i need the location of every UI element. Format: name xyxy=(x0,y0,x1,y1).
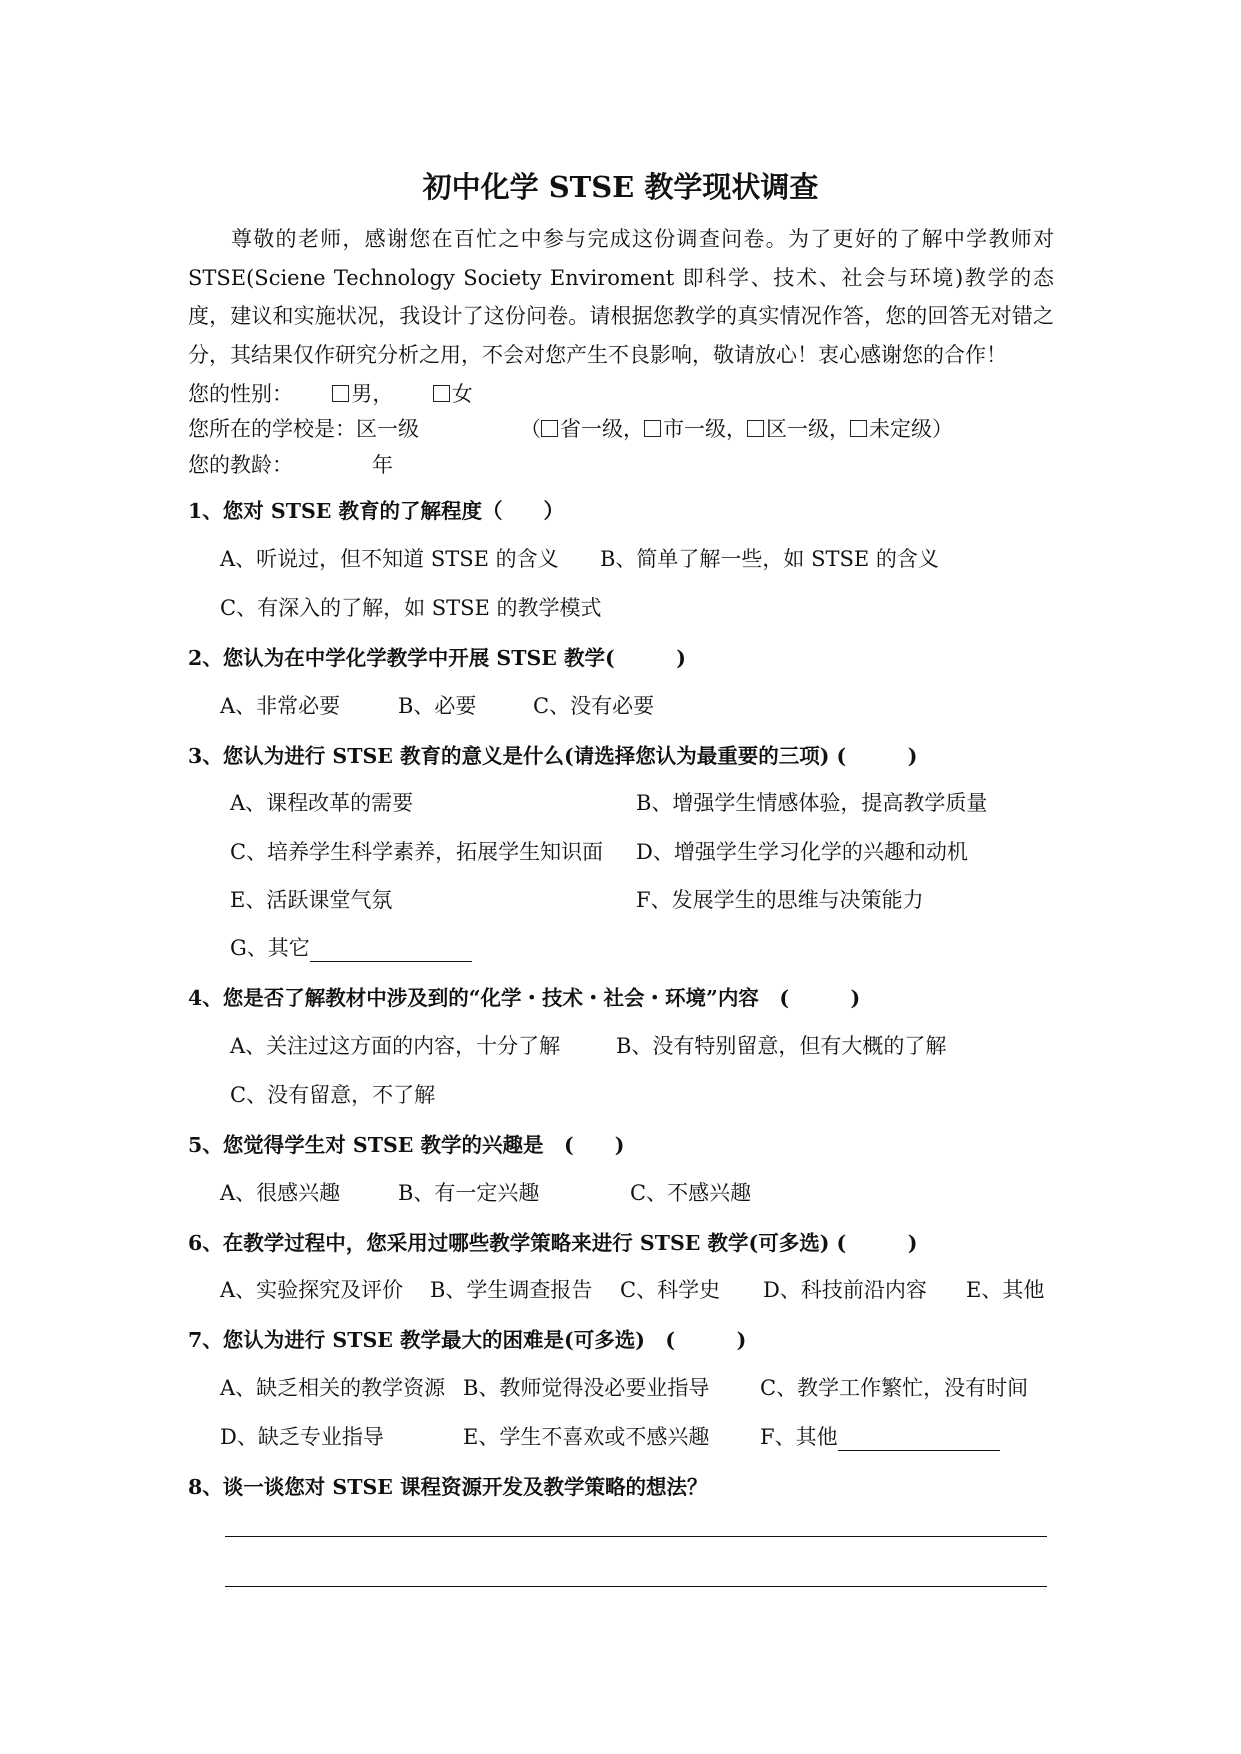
district-label: 区一级， xyxy=(766,417,850,441)
q7-option-c[interactable]: C、教学工作繁忙，没有时间 xyxy=(760,1376,1029,1400)
question-2: 2、您认为在中学化学教学中开展 STSE 教学( ) xyxy=(188,646,686,670)
document-title: 初中化学 STSE 教学现状调查 xyxy=(422,170,819,204)
q6-option-e[interactable]: E、其他 xyxy=(966,1278,1045,1302)
province-checkbox[interactable] xyxy=(541,420,558,437)
unrated-label: 未定级） xyxy=(869,417,953,441)
q3-option-g-label: G、其它 xyxy=(230,936,310,960)
question-3: 3、您认为进行 STSE 教育的意义是什么(请选择您认为最重要的三项) ( ) xyxy=(188,744,918,768)
q4-option-b[interactable]: B、没有特别留意，但有大概的了解 xyxy=(616,1034,947,1058)
female-checkbox[interactable] xyxy=(433,385,450,402)
q7-other-blank[interactable] xyxy=(838,1430,1000,1451)
q2-option-b[interactable]: B、必要 xyxy=(398,694,477,718)
q6-option-d[interactable]: D、科技前沿内容 xyxy=(763,1278,927,1302)
question-4: 4、您是否了解教材中涉及到的“化学・技术・社会・环境”内容 ( ) xyxy=(188,986,861,1010)
gender-label: 您的性别： xyxy=(188,382,293,406)
q3-option-d[interactable]: D、增强学生学习化学的兴趣和动机 xyxy=(636,840,968,864)
school-open: （ xyxy=(520,417,541,441)
q1-option-b[interactable]: B、简单了解一些，如 STSE 的含义 xyxy=(600,547,939,571)
male-label: 男， xyxy=(351,382,394,406)
intro-block xyxy=(188,220,1054,374)
q7-option-e[interactable]: E、学生不喜欢或不感兴趣 xyxy=(463,1425,710,1449)
q2-option-a[interactable]: A、非常必要 xyxy=(220,694,341,718)
q7-option-f-label: F、其他 xyxy=(760,1425,838,1449)
q3-option-g[interactable] xyxy=(230,932,472,962)
q6-option-c[interactable]: C、科学史 xyxy=(620,1278,721,1302)
province-label: 省一级， xyxy=(560,417,644,441)
answer-line-1[interactable] xyxy=(225,1536,1047,1537)
q5-option-a[interactable]: A、很感兴趣 xyxy=(220,1181,341,1205)
q7-option-d[interactable]: D、缺乏专业指导 xyxy=(220,1425,384,1449)
q3-option-b[interactable]: B、增强学生情感体验，提高教学质量 xyxy=(636,791,988,815)
q3-option-f[interactable]: F、发展学生的思维与决策能力 xyxy=(636,888,924,912)
answer-line-2[interactable] xyxy=(225,1586,1047,1587)
question-1: 1、您对 STSE 教育的了解程度（ ） xyxy=(188,499,565,523)
q7-option-a[interactable]: A、缺乏相关的教学资源 xyxy=(220,1376,446,1400)
district-checkbox[interactable] xyxy=(747,420,764,437)
q6-option-a[interactable]: A、实验探究及评价 xyxy=(220,1278,404,1302)
q3-option-c[interactable]: C、培养学生科学素养，拓展学生知识面 xyxy=(230,840,604,864)
q3-other-blank[interactable] xyxy=(310,941,472,962)
q4-option-a[interactable]: A、关注过这方面的内容，十分了解 xyxy=(230,1034,561,1058)
city-checkbox[interactable] xyxy=(644,420,661,437)
q1-option-c[interactable]: C、有深入的了解，如 STSE 的教学模式 xyxy=(220,596,602,620)
q6-option-b[interactable]: B、学生调查报告 xyxy=(430,1278,593,1302)
q3-option-a[interactable]: A、课程改革的需要 xyxy=(230,791,414,815)
question-7: 7、您认为进行 STSE 教学最大的困难是(可多选) ( ) xyxy=(188,1328,747,1352)
q5-option-c[interactable]: C、不感兴趣 xyxy=(630,1181,752,1205)
q7-option-f[interactable] xyxy=(760,1421,1000,1451)
q7-option-b[interactable]: B、教师觉得没必要业指导 xyxy=(463,1376,710,1400)
gender-row xyxy=(188,378,473,408)
school-options xyxy=(520,413,953,443)
unrated-checkbox[interactable] xyxy=(850,420,867,437)
question-5: 5、您觉得学生对 STSE 教学的兴趣是 ( ) xyxy=(188,1133,625,1157)
question-8: 8、谈一谈您对 STSE 课程资源开发及教学策略的想法？ xyxy=(188,1475,708,1499)
teaching-age-label: 您的教龄： xyxy=(188,453,293,477)
intro-paragraph: 尊敬的老师，感谢您在百忙之中参与完成这份调查问卷。为了更好的了解中学教师对STSE(Sciene Technology Society Enviroment 即科学、技术、社会与环境)教学的态度，建议和实施状况，我设计了这份问卷。请根据您教学的真实情况作答，您的回答无对错之分，其结果仅作研究分析之用，不会对您产生不良影响，敬请放心！衷心感谢您的合作！ xyxy=(188,227,1054,367)
question-6: 6、在教学过程中，您采用过哪些教学策略来进行 STSE 教学(可多选) ( ) xyxy=(188,1231,918,1255)
city-label: 市一级， xyxy=(663,417,747,441)
q3-option-e[interactable]: E、活跃课堂气氛 xyxy=(230,888,393,912)
school-row xyxy=(188,413,419,443)
q1-option-a[interactable]: A、听说过，但不知道 STSE 的含义 xyxy=(220,547,559,571)
q5-option-b[interactable]: B、有一定兴趣 xyxy=(398,1181,540,1205)
school-label: 您所在的学校是：区一级 xyxy=(188,417,419,441)
q2-option-c[interactable]: C、没有必要 xyxy=(533,694,655,718)
q4-option-c[interactable]: C、没有留意，不了解 xyxy=(230,1083,436,1107)
male-checkbox[interactable] xyxy=(332,385,349,402)
female-label: 女 xyxy=(451,382,473,406)
teaching-age-unit: 年 xyxy=(372,453,393,477)
